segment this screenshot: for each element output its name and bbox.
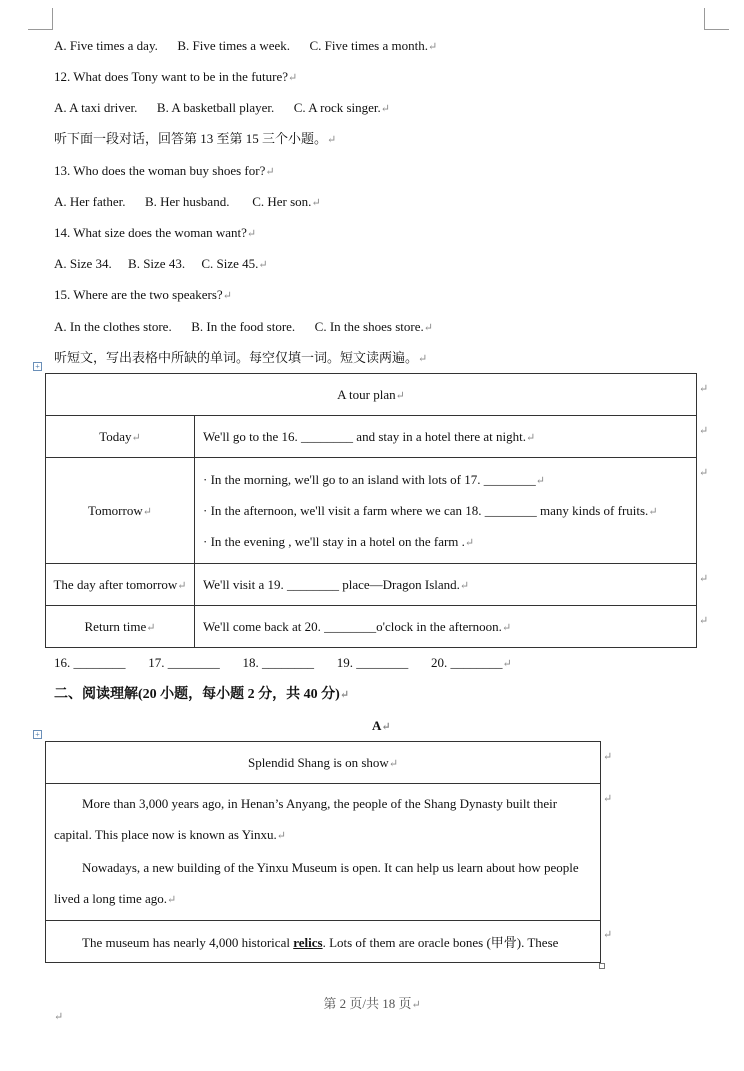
answers-16-20: 16. ________ 17. ________ 18. ________ 19. ________ 20. ________↵ — [54, 655, 512, 670]
reading-paragraph-2: Nowadays, a new building of the Yinxu Museum is open. It can help us learn about how people lived a long time ago.↵ — [54, 860, 579, 906]
instruction-13-15: 听下面一段对话，回答第 13 至第 15 三个小题。↵ — [54, 131, 337, 146]
q13-question: 13. Who does the woman buy shoes for?↵ — [54, 163, 275, 178]
row-end-mark: ↵ — [699, 467, 709, 479]
q14-question: 14. What size does the woman want?↵ — [54, 225, 257, 240]
crop-mark-right — [704, 8, 705, 30]
crop-mark-left — [52, 8, 53, 30]
table-row — [46, 564, 697, 606]
page-footer: 第 2 页/共 18 页↵ — [323, 996, 421, 1011]
table-row — [46, 416, 697, 458]
q15-options: A. In the clothes store. B. In the food store. C. In the shoes store.↵ — [54, 319, 433, 334]
table-move-handle-icon[interactable]: + — [33, 362, 42, 371]
row-label-return: Return time↵ — [46, 606, 195, 648]
row-end-mark: ↵ — [699, 425, 709, 437]
crop-mark-right-h — [705, 29, 729, 30]
q12-options: A. A taxi driver. B. A basketball player. C. A rock singer.↵ — [54, 100, 390, 115]
row-content-return: We'll come back at 20. ________o'clock in the afternoon.↵ — [195, 606, 697, 648]
reading-body — [46, 784, 601, 921]
tomorrow-afternoon: · In the afternoon, we'll visit a farm where we can 18. ________ many kinds of fruits.↵ — [203, 503, 658, 518]
reading-paragraph-3: The museum has nearly 4,000 historical relics. Lots of them are oracle bones (甲骨). These — [82, 935, 559, 950]
tour-table-title: A tour plan↵ — [46, 374, 697, 416]
section-2-title: 二、阅读理解(20 小题，每小题 2 分，共 40 分)↵ — [54, 687, 350, 702]
row-end-mark: ↵ — [699, 573, 709, 585]
reading-passage-table — [45, 741, 601, 963]
paragraph-mark: ↵ — [54, 1011, 64, 1023]
table-resize-handle[interactable] — [599, 963, 605, 969]
reading-title: Splendid Shang is on show↵ — [46, 742, 601, 784]
table-row — [46, 458, 697, 564]
crop-mark-left-h — [28, 29, 52, 30]
row-end-mark: ↵ — [699, 383, 709, 395]
row-label-day-after: The day after tomorrow↵ — [46, 564, 195, 606]
row-label-today: Today↵ — [46, 416, 195, 458]
q14-options: A. Size 34. B. Size 43. C. Size 45.↵ — [54, 256, 268, 271]
tomorrow-evening: · In the evening , we'll stay in a hotel on the farm .↵ — [203, 534, 475, 549]
row-content-today: We'll go to the 16. ________ and stay in a hotel there at night.↵ — [195, 416, 697, 458]
row-end-mark: ↵ — [603, 793, 613, 805]
row-content-tomorrow — [195, 458, 697, 564]
q15-question: 15. Where are the two speakers?↵ — [54, 287, 232, 302]
tour-plan-table — [45, 373, 697, 648]
q13-options: A. Her father. B. Her husband. C. Her son.↵ — [54, 194, 321, 209]
reading-paragraph-3-cell — [46, 921, 601, 963]
table-move-handle-icon[interactable]: + — [33, 730, 42, 739]
reading-paragraph-1: More than 3,000 years ago, in Henan’s Anyang, the people of the Shang Dynasty built their capital. This place now is known as Yinxu.↵ — [54, 796, 558, 842]
relics-word: relics — [293, 935, 323, 950]
table-row — [46, 606, 697, 648]
row-content-day-after: We'll visit a 19. ________ place—Dragon Island.↵ — [195, 564, 697, 606]
tomorrow-morning: · In the morning, we'll go to an island with lots of 17. ________↵ — [203, 472, 545, 487]
row-end-mark: ↵ — [603, 929, 613, 941]
row-label-tomorrow: Tomorrow↵ — [46, 458, 195, 564]
instruction-table: 听短文，写出表格中所缺的单词。每空仅填一词。短文读两遍。↵ — [54, 350, 428, 365]
passage-label: A↵ — [372, 718, 391, 733]
q12-question: 12. What does Tony want to be in the future?↵ — [54, 69, 298, 84]
q11-options: A. Five times a day. B. Five times a week. C. Five times a month.↵ — [54, 38, 438, 53]
row-end-mark: ↵ — [603, 751, 613, 763]
row-end-mark: ↵ — [699, 615, 709, 627]
